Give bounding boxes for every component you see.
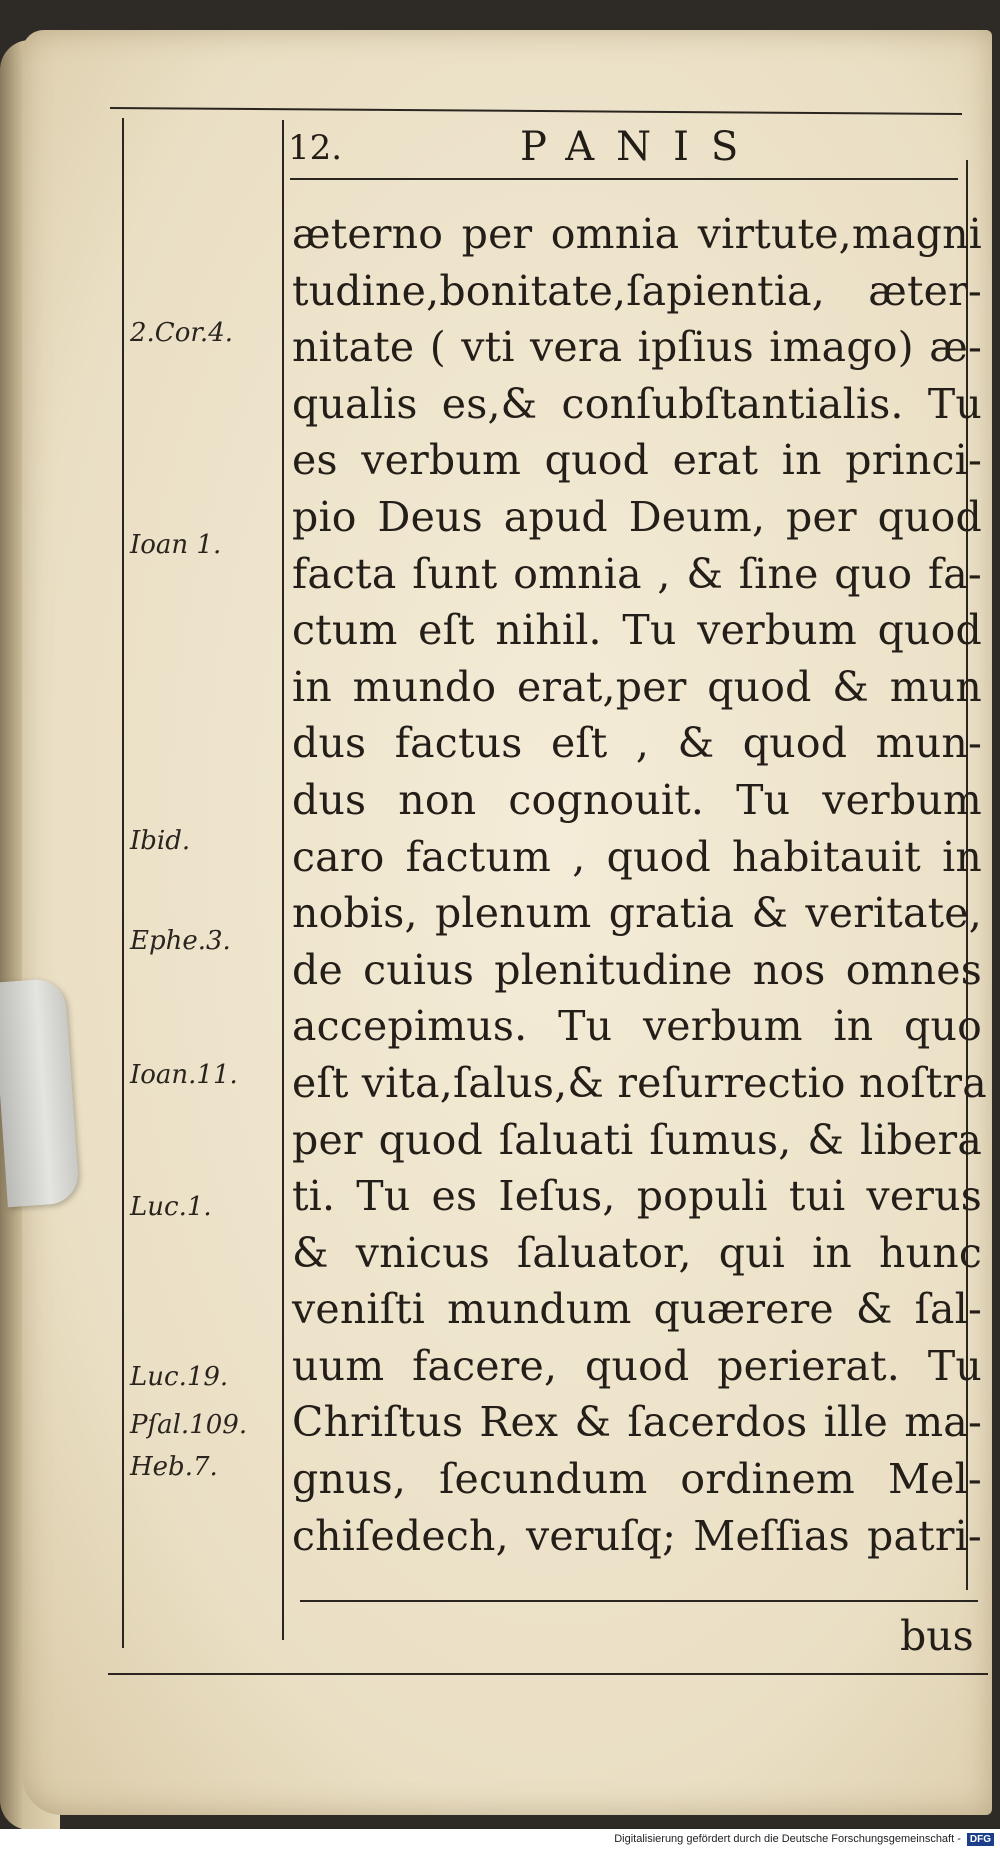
text-line: ctum eſt nihil. Tu verbum quod [292, 606, 982, 655]
text-line: uum facere, quod perierat. Tu [292, 1341, 982, 1390]
margin-column-rule [282, 120, 284, 1640]
digitization-credit: Digitalisierung gefördert durch die Deutsche Forschungsgemeinschaft - [614, 1833, 961, 1845]
page-number: 12. [288, 128, 343, 168]
text-line: in mundo erat,per quod & mun [292, 662, 982, 711]
left-margin-rule [122, 118, 124, 1648]
text-line: eſt vita,ſalus,& reſurrectio noſtra [292, 1058, 987, 1107]
margin-note: Ephe.3. [130, 926, 231, 956]
running-head: PANIS [520, 124, 761, 170]
text-line: veniſti mundum quærere & ſal- [292, 1285, 982, 1334]
margin-note: Pſal.109. [130, 1410, 248, 1440]
text-line: accepimus. Tu verbum in quo [292, 1002, 982, 1051]
text-line: per quod ſaluati ſumus, & libera [292, 1115, 982, 1164]
body-text [292, 206, 987, 1564]
text-line: gnus, ſecundum ordinem Mel- [292, 1455, 982, 1504]
margin-note: Luc.19. [130, 1362, 229, 1392]
text-line: & vnicus ſaluator, qui in hunc [292, 1228, 982, 1277]
text-line: dus factus eſt , & quod mun- [292, 719, 982, 768]
text-line: tudine,bonitate,ſapientia, æter- [292, 266, 982, 315]
text-line: pio Deus apud Deum, per quod [292, 492, 982, 541]
text-line: ti. Tu es Ieſus, populi tui verus [292, 1172, 982, 1221]
digitization-footer [0, 1829, 1000, 1849]
text-line: caro factum , quod habitauit in [292, 832, 982, 881]
text-line: facta ſunt omnia , & ſine quo fa- [292, 549, 982, 598]
catchword: bus [900, 1612, 974, 1660]
header-rule [290, 178, 958, 180]
margin-note: 2.Cor.4. [130, 318, 233, 348]
text-line: Chriſtus Rex & ſacerdos ille ma- [292, 1398, 982, 1447]
text-line: de cuius plenitudine nos omnes [292, 945, 982, 994]
margin-note: Heb.7. [130, 1452, 218, 1482]
text-line: nobis, plenum gratia & veritate, [292, 889, 982, 938]
text-line: es verbum quod erat in princi- [292, 436, 982, 485]
text-line: dus non cognouit. Tu verbum [292, 775, 982, 824]
text-line: qualis es,& conſubſtantialis. Tu [292, 379, 982, 428]
margin-note: Ibid. [130, 826, 191, 856]
frame-bottom-rule [108, 1673, 988, 1675]
margin-note: Luc.1. [130, 1192, 212, 1222]
text-line: nitate ( vti vera ipſius imago) æ- [292, 323, 982, 372]
text-line: æterno per omnia virtute,magni [292, 210, 982, 258]
margin-note: Ioan 1. [130, 530, 222, 560]
dfg-logo: DFG [967, 1833, 994, 1846]
text-line: chiſedech, veruſq; Meſſias patri- [292, 1511, 982, 1560]
footer-rule [300, 1600, 978, 1602]
margin-note: Ioan.11. [130, 1060, 238, 1090]
